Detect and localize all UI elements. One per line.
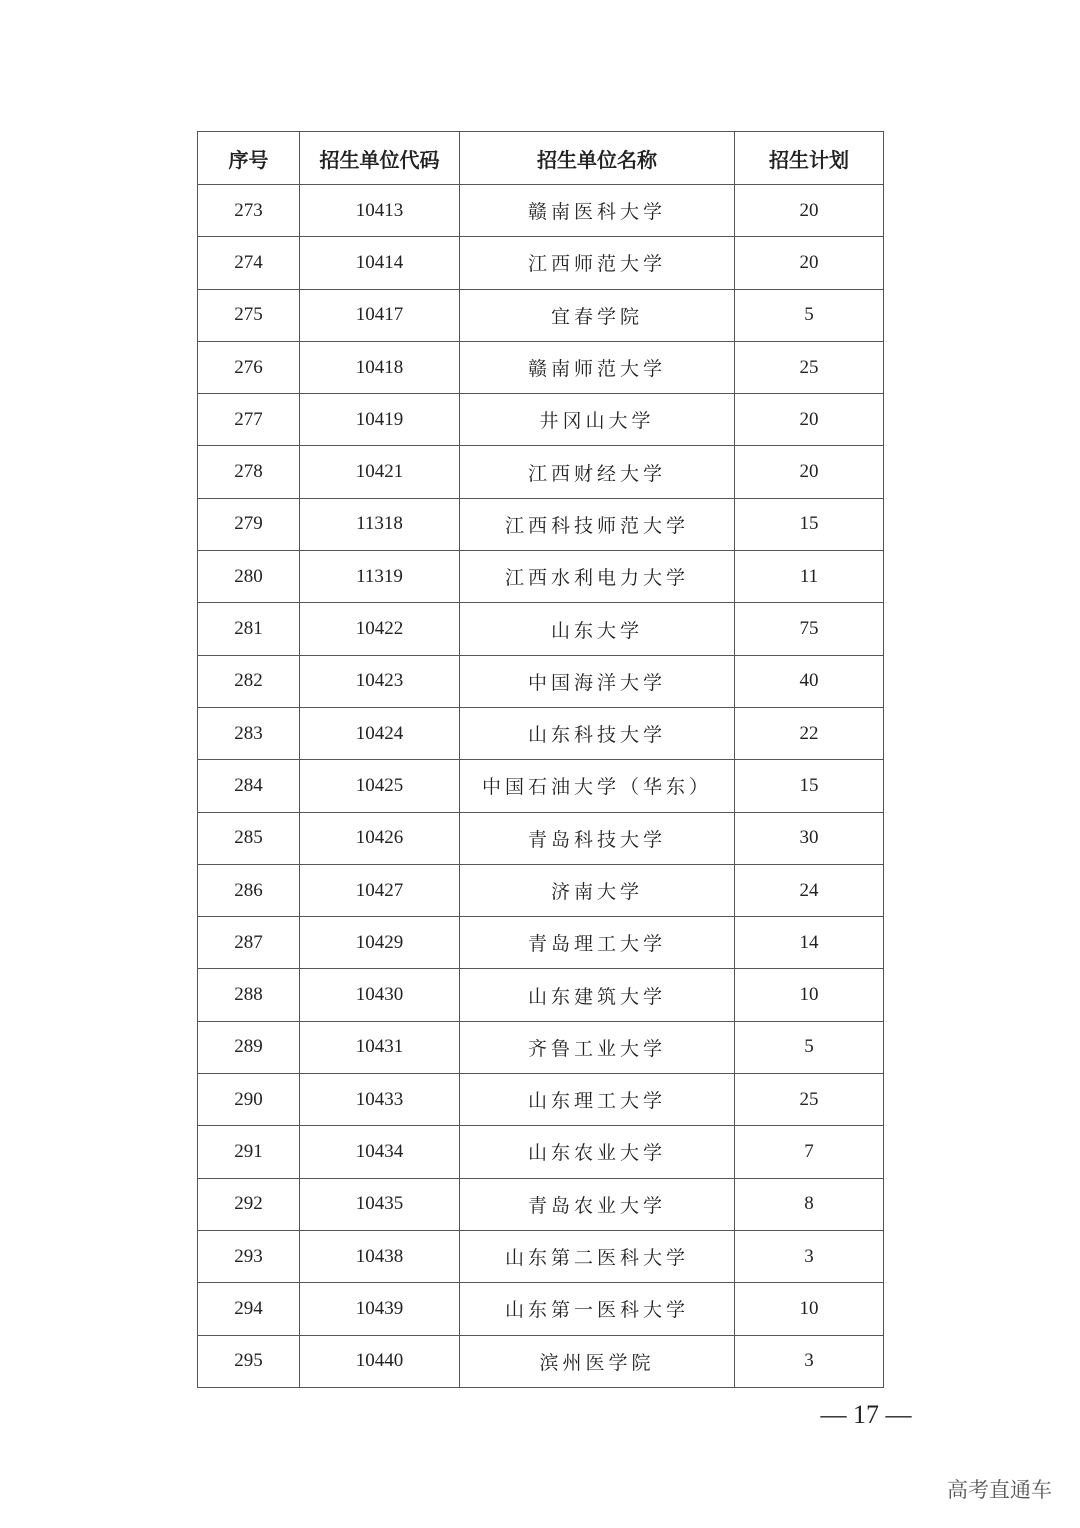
cell-seq: 291 [198,1126,300,1178]
cell-seq: 281 [198,603,300,655]
table-header-row [198,132,884,185]
cell-seq: 290 [198,1074,300,1126]
cell-seq: 283 [198,707,300,759]
cell-code: 10419 [300,394,460,446]
table-row [198,1021,884,1073]
header-plan: 招生计划 [735,132,884,185]
cell-plan: 8 [735,1178,884,1230]
table-body [198,185,884,1388]
cell-plan: 3 [735,1230,884,1282]
table-row [198,760,884,812]
cell-name: 江西水利电力大学 [460,551,735,603]
cell-name: 山东第一医科大学 [460,1283,735,1335]
cell-plan: 25 [735,341,884,393]
cell-seq: 289 [198,1021,300,1073]
cell-plan: 10 [735,969,884,1021]
cell-seq: 280 [198,551,300,603]
cell-code: 11319 [300,551,460,603]
cell-plan: 30 [735,812,884,864]
cell-seq: 287 [198,917,300,969]
cell-code: 11318 [300,498,460,550]
cell-code: 10435 [300,1178,460,1230]
cell-code: 10438 [300,1230,460,1282]
cell-plan: 5 [735,289,884,341]
cell-code: 10426 [300,812,460,864]
cell-seq: 284 [198,760,300,812]
table-row [198,812,884,864]
cell-name: 山东第二医科大学 [460,1230,735,1282]
cell-code: 10423 [300,655,460,707]
cell-plan: 7 [735,1126,884,1178]
cell-seq: 276 [198,341,300,393]
cell-plan: 22 [735,707,884,759]
page-number: — 17 — [820,1400,912,1429]
cell-name: 赣南医科大学 [460,185,735,237]
table-row [198,446,884,498]
cell-plan: 40 [735,655,884,707]
cell-name: 赣南师范大学 [460,341,735,393]
cell-name: 中国石油大学（华东） [460,760,735,812]
cell-plan: 5 [735,1021,884,1073]
table-row [198,917,884,969]
cell-code: 10430 [300,969,460,1021]
cell-code: 10440 [300,1335,460,1387]
cell-name: 济南大学 [460,864,735,916]
cell-seq: 273 [198,185,300,237]
cell-plan: 75 [735,603,884,655]
cell-plan: 11 [735,551,884,603]
cell-plan: 10 [735,1283,884,1335]
cell-code: 10433 [300,1074,460,1126]
cell-name: 山东农业大学 [460,1126,735,1178]
cell-seq: 282 [198,655,300,707]
cell-plan: 20 [735,446,884,498]
cell-code: 10418 [300,341,460,393]
cell-code: 10425 [300,760,460,812]
header-name: 招生单位名称 [460,132,735,185]
cell-seq: 274 [198,237,300,289]
table-row [198,1126,884,1178]
table-row [198,498,884,550]
cell-seq: 294 [198,1283,300,1335]
cell-code: 10421 [300,446,460,498]
cell-code: 10413 [300,185,460,237]
cell-code: 10439 [300,1283,460,1335]
enrollment-table [197,131,884,1388]
cell-seq: 286 [198,864,300,916]
cell-code: 10431 [300,1021,460,1073]
cell-plan: 3 [735,1335,884,1387]
cell-plan: 20 [735,394,884,446]
table-row [198,289,884,341]
cell-name: 青岛农业大学 [460,1178,735,1230]
table-row [198,394,884,446]
table-row [198,1335,884,1387]
cell-code: 10422 [300,603,460,655]
cell-name: 青岛理工大学 [460,917,735,969]
cell-code: 10429 [300,917,460,969]
table-row [198,551,884,603]
table-row [198,1178,884,1230]
cell-name: 中国海洋大学 [460,655,735,707]
header-code: 招生单位代码 [300,132,460,185]
cell-name: 江西科技师范大学 [460,498,735,550]
cell-name: 山东理工大学 [460,1074,735,1126]
cell-plan: 20 [735,237,884,289]
cell-seq: 292 [198,1178,300,1230]
cell-name: 宜春学院 [460,289,735,341]
table-row [198,237,884,289]
cell-seq: 295 [198,1335,300,1387]
cell-seq: 293 [198,1230,300,1282]
cell-name: 滨州医学院 [460,1335,735,1387]
cell-name: 齐鲁工业大学 [460,1021,735,1073]
cell-code: 10434 [300,1126,460,1178]
cell-plan: 15 [735,760,884,812]
table-row [198,1230,884,1282]
header-seq: 序号 [198,132,300,185]
cell-code: 10424 [300,707,460,759]
cell-plan: 14 [735,917,884,969]
cell-name: 山东大学 [460,603,735,655]
cell-seq: 285 [198,812,300,864]
cell-code: 10427 [300,864,460,916]
cell-plan: 25 [735,1074,884,1126]
cell-name: 江西师范大学 [460,237,735,289]
table-row [198,1283,884,1335]
cell-plan: 24 [735,864,884,916]
table-row [198,603,884,655]
table-row [198,969,884,1021]
table-row [198,707,884,759]
cell-name: 青岛科技大学 [460,812,735,864]
table-row [198,185,884,237]
cell-seq: 288 [198,969,300,1021]
cell-seq: 279 [198,498,300,550]
cell-name: 江西财经大学 [460,446,735,498]
cell-name: 山东建筑大学 [460,969,735,1021]
table-row [198,864,884,916]
cell-name: 井冈山大学 [460,394,735,446]
table-row [198,1074,884,1126]
watermark: 高考直通车 [947,1478,1052,1502]
cell-code: 10417 [300,289,460,341]
cell-plan: 15 [735,498,884,550]
table-row [198,655,884,707]
cell-name: 山东科技大学 [460,707,735,759]
table-row [198,341,884,393]
cell-code: 10414 [300,237,460,289]
cell-seq: 275 [198,289,300,341]
cell-seq: 278 [198,446,300,498]
cell-seq: 277 [198,394,300,446]
cell-plan: 20 [735,185,884,237]
